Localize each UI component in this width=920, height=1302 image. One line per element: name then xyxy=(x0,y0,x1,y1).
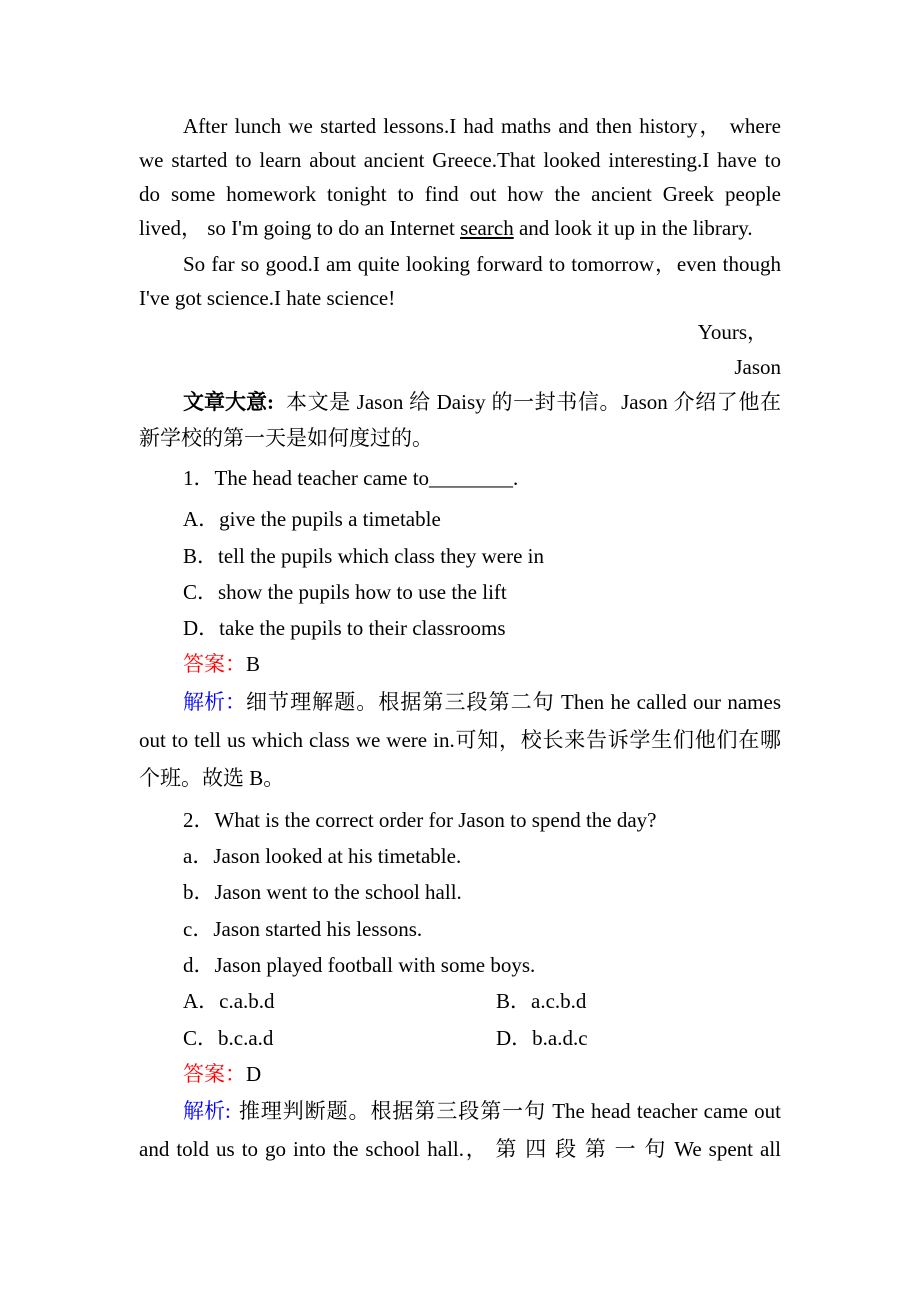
body-text xyxy=(139,215,781,241)
event-item: a．Jason looked at his timetable. xyxy=(183,844,462,868)
option: B．tell the pupils which class they were in xyxy=(183,544,545,568)
answer xyxy=(183,1061,781,1087)
option: A．give the pupils a timetable xyxy=(183,507,441,531)
event-item: c．Jason started his lessons. xyxy=(183,917,423,941)
analysis-text: 细节理解题。根据第三段第二句 Then he called our names xyxy=(246,690,781,714)
answer-value: B xyxy=(246,652,261,676)
option: B．a.c.b.d xyxy=(496,989,587,1013)
question-stem: 1．The head teacher came to________. xyxy=(183,466,519,490)
body-text: we started to learn about ancient Greece.That looked interesting.I have to xyxy=(139,148,781,172)
option: C．show the pupils how to use the lift xyxy=(183,580,507,604)
analysis-text: and told us to go into the school hall.， 第 四 段 第 一 句 We spent all xyxy=(139,1137,781,1161)
body-text: So far so good.I am quite looking forward to tomorrow，even though xyxy=(183,252,781,276)
option: D．take the pupils to their classrooms xyxy=(183,616,506,640)
analysis xyxy=(183,1098,781,1124)
text: and look it up in the library. xyxy=(513,216,753,240)
analysis xyxy=(183,689,781,715)
body-text: I've got science.I hate science! xyxy=(139,286,396,310)
option: A．c.a.b.d xyxy=(183,989,275,1013)
summary-label: 文章大意: xyxy=(183,390,274,414)
option: C．b.c.a.d xyxy=(183,1026,274,1050)
answer-label: 答案： xyxy=(183,1062,246,1086)
body-text: do some homework tonight to find out how the ancient Greek people xyxy=(139,182,781,206)
event-item: d．Jason played football with some boys. xyxy=(183,953,536,977)
answer xyxy=(183,651,781,677)
analysis-text: 推理判断题。根据第三段第一句 The head teacher came out xyxy=(238,1099,781,1123)
analysis-text: 个班。故选 B。 xyxy=(139,766,285,790)
answer-label: 答案： xyxy=(183,652,246,676)
event-item: b．Jason went to the school hall. xyxy=(183,880,462,904)
underlined-word: search xyxy=(460,216,514,240)
answer-value: D xyxy=(246,1062,262,1086)
letter-signature: Jason xyxy=(734,355,781,379)
analysis-text: out to tell us which class we were in.可知，校长来告诉学生们他们在哪 xyxy=(139,728,781,752)
option: D．b.a.d.c xyxy=(496,1026,588,1050)
question-stem: 2．What is the correct order for Jason to spend the day? xyxy=(183,808,657,832)
summary xyxy=(183,389,781,415)
analysis-label: 解析： xyxy=(183,690,246,714)
analysis-label: 解析: xyxy=(183,1099,231,1123)
text: lived， so I'm going to do an Internet xyxy=(139,216,461,240)
letter-closing: Yours， xyxy=(697,320,768,344)
summary-text: 本文是 Jason 给 Daisy 的一封书信。Jason 介绍了他在 xyxy=(286,390,781,414)
summary-text: 新学校的第一天是如何度过的。 xyxy=(139,426,433,450)
body-text: After lunch we started lessons.I had maths and then history， where xyxy=(183,114,781,138)
